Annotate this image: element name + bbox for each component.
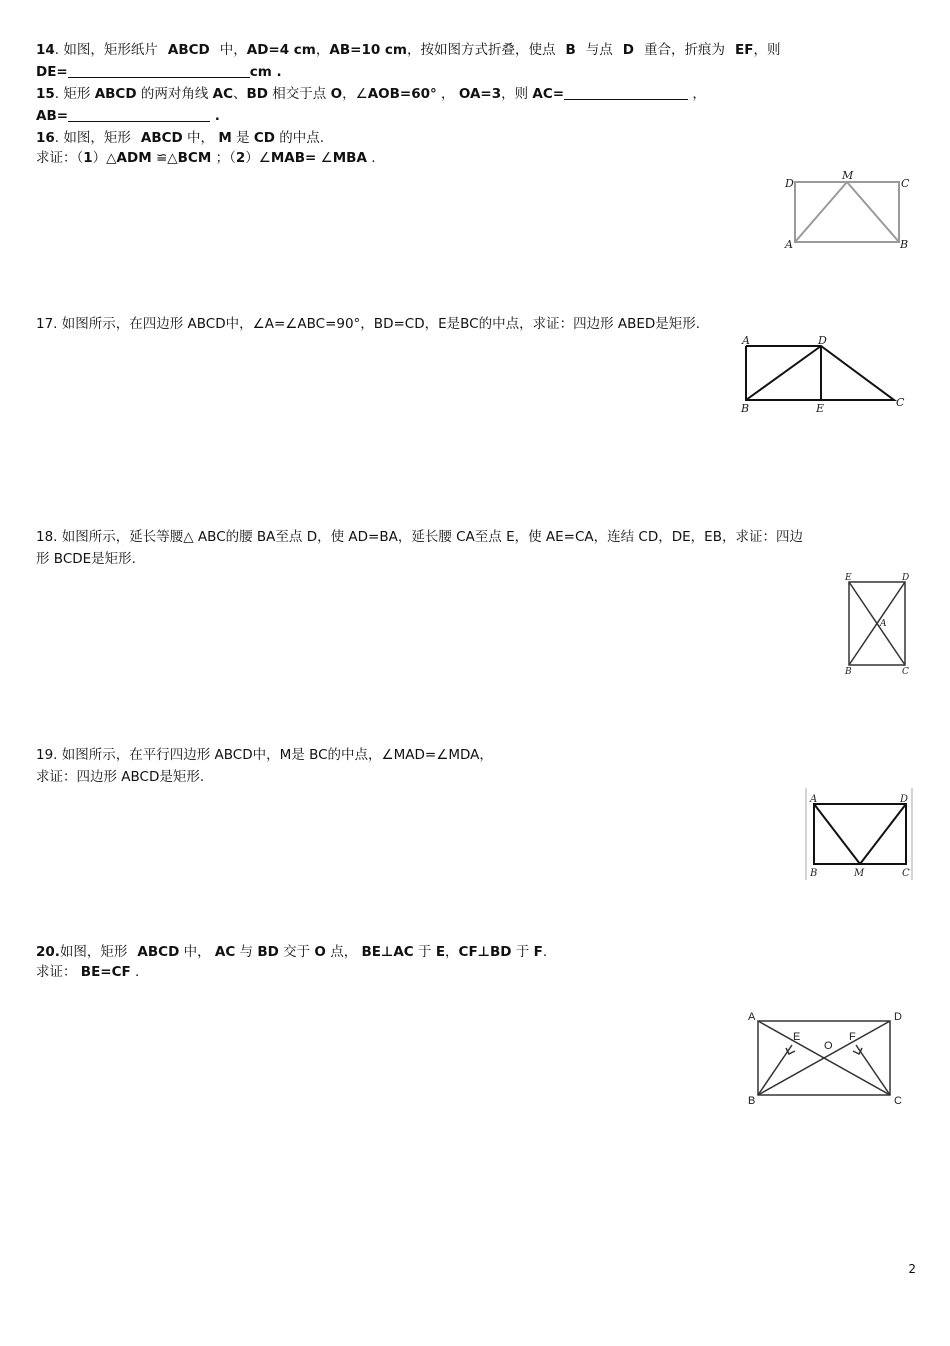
q16-figure <box>780 168 920 256</box>
q16-label-m: M <box>842 169 854 182</box>
q16-number: 16 <box>36 130 55 146</box>
q19-label-m: M <box>854 868 865 879</box>
q17-label-e: E <box>816 402 825 415</box>
q16-label-a: A <box>785 238 793 251</box>
q16-label-c: C <box>901 177 910 190</box>
q14-number: 14 <box>36 42 55 58</box>
q17-label-c: C <box>896 396 905 409</box>
q19-label-a: A <box>810 794 818 805</box>
q20-line1: 20.如图，矩形 ABCD 中， AC 与 BD 交于 O 点， BE⊥AC 于 E，CF⊥BD 于 F. <box>36 944 548 960</box>
q19-line2: 求证：四边形 ABCD是矩形. <box>36 769 205 785</box>
q19-label-b: B <box>810 868 818 879</box>
q20-number: 20. <box>36 944 60 960</box>
q17-figure <box>736 334 916 416</box>
q16-line1: 16. 如图，矩形 ABCD 中， M 是 CD 的中点. <box>36 130 325 146</box>
q18-label-d: D <box>902 573 910 583</box>
q17-label-d: D <box>818 334 827 347</box>
q18-label-b: B <box>845 667 852 677</box>
q15-number: 15 <box>36 86 55 102</box>
q19-label-c: C <box>902 868 910 879</box>
q17-text: 17. 如图所示，在四边形 ABCD中，∠A=∠ABC=90°，BD=CD，E是BC的中点，求证：四边形 ABED是矩形. <box>36 316 701 332</box>
q17-label-a: A <box>742 334 750 347</box>
q19-label-d: D <box>900 794 909 805</box>
q16-line2: 求证：（1）△ADM ≌△BCM ；（2）∠MAB= ∠MBA . <box>36 150 376 166</box>
page-number: 2 <box>908 1262 916 1276</box>
q18-line1: 18. 如图所示，延长等腰△ ABC的腰 BA至点 D，使 AD=BA，延长腰 CA至点 E，使 AE=CA，连结 CD，DE，EB，求证：四边 <box>36 529 803 545</box>
q18-line2: 形 BCDE是矩形. <box>36 551 136 567</box>
q20-line2: 求证： BE=CF . <box>36 964 140 980</box>
q15-ac-blank[interactable] <box>564 85 688 100</box>
q18-label-a: A <box>880 619 887 629</box>
q14-line2: DE= cm . <box>36 64 282 80</box>
q19-line1: 19. 如图所示，在平行四边形 ABCD中，M是 BC的中点，∠MAD=∠MDA， <box>36 747 493 763</box>
q20-label-o: O <box>824 1040 833 1052</box>
q20-label-a: A <box>748 1011 756 1023</box>
q18-figure <box>842 572 916 676</box>
q14-answer-blank[interactable] <box>68 63 250 78</box>
q20-label-f: F <box>849 1031 856 1043</box>
q20-figure <box>742 1006 916 1110</box>
q14-line1: 14. 如图，矩形纸片 ABCD 中，AD=4 cm，AB=10 cm，按如图方式折叠，使点 B 与点 D 重合，折痕为 EF，则 <box>36 42 781 58</box>
q20-label-c: C <box>894 1095 902 1107</box>
q15-line2: AB= . <box>36 108 220 124</box>
q18-label-e: E <box>845 573 852 583</box>
q15-line1: 15. 矩形 ABCD 的两对角线 AC、BD 相交于点 O，∠AOB=60° ， OA=3，则 AC= ， <box>36 86 706 102</box>
q16-label-d: D <box>785 177 794 190</box>
q20-label-d: D <box>894 1011 902 1023</box>
q17-label-b: B <box>741 402 750 415</box>
q19-figure <box>804 788 916 880</box>
q16-label-b: B <box>900 238 909 251</box>
q20-label-e: E <box>793 1031 801 1043</box>
q15-ab-blank[interactable] <box>68 107 210 122</box>
q20-label-b: B <box>748 1095 756 1107</box>
q18-label-c: C <box>902 667 909 677</box>
